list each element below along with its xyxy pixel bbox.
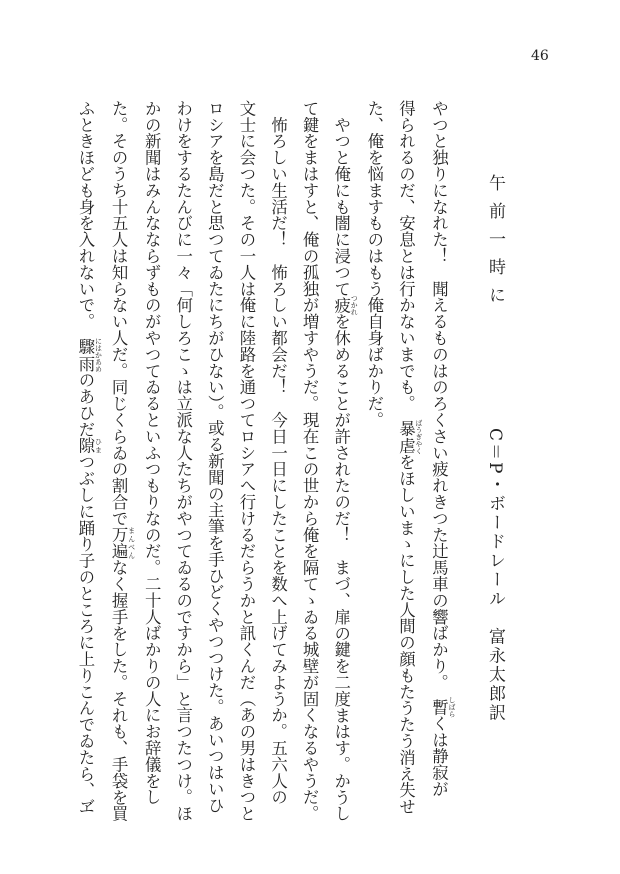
text-segment: のあひだ: [75, 371, 95, 438]
text-segment: た、俺を悩ますものはもう俺自身ばかりだ。: [364, 100, 384, 428]
ruby-annotation: 万遍 まんべん: [109, 526, 136, 560]
text-segment: つぶしに踊り子のところに上りこんでゐたら、ヹ: [75, 453, 95, 815]
text-segment: 得られるのだ、安息とは行かないまでも。: [396, 100, 416, 420]
text-segment: かの新聞はみんなならずものがやつてゐるといふつもりなのだ。二十人ばかりの人にお辞儀をし: [142, 100, 162, 806]
text-segment: をほしいまゝにした人間の顔もたうたう消え失せ: [396, 453, 416, 815]
text-segment: て鍵をまはすと、俺の孤独が増すやうだ。現在この世から俺を隔てゝゐる城壁が固くなるやうだ。: [300, 100, 320, 822]
body-text: [69, 100, 456, 820]
ruby-annotation: 暫 しばら: [429, 696, 456, 718]
ruby-annotation: 疲 つかれ: [331, 294, 359, 316]
text-line: [69, 100, 102, 820]
text-line: [423, 100, 456, 820]
text-segment: ロシアを島だと思つてゐたにちがひない）。或る新聞の主筆を手ひどくやつつけた。あいつはいひ: [205, 100, 225, 814]
text-line: [390, 100, 423, 820]
ruby-annotation: 驟雨 にはかあめ: [75, 337, 103, 373]
text-segment: 怖ろしい生活だ！ 怖ろしい都会だ！ 今日一日にしたことを数へ上げてみようか。五六人の: [268, 100, 288, 806]
text-segment: ふときほども身を入れないで。: [75, 100, 95, 338]
text-line: [325, 100, 358, 820]
text-segment: やつと独りになれた！ 聞えるものはのろくさい疲れきつた辻馬車の響ばかり。: [429, 100, 449, 699]
text-segment: わけをするたんびに一々「何しろこゝは立派な人たちがやつてゐるのですから」と言つたつけ。ほ: [173, 100, 193, 822]
author-credit: C＝P・ボードレール 富永太郎訳: [485, 428, 505, 723]
page-number: 46: [531, 48, 549, 64]
text-segment: を休めることが許されたのだ！ まづ、扉の鍵を二度まはす。かうし: [331, 313, 351, 822]
text-line: [136, 100, 168, 820]
text-line: [358, 100, 390, 820]
text-line: [294, 100, 326, 820]
text-segment: くは静寂が: [429, 715, 449, 798]
text-line: [199, 100, 231, 820]
ruby-annotation: 隙 ひま: [75, 437, 103, 454]
text-segment: なく握手をした。それも、手袋を買: [109, 559, 129, 822]
text-segment: 文士に会つた。その一人は俺に陸路を通つてロシアへ行けるだらうかと訊くんだ（あの男はきつと: [236, 100, 256, 822]
text-line: [167, 100, 199, 820]
ruby-annotation: 暴虐 ばうぎやく: [396, 419, 423, 455]
text-segment: やつと俺にも闇に浸つて: [331, 100, 351, 297]
page-title: 午前一時に: [485, 174, 505, 314]
text-line: [102, 100, 135, 820]
text-line: [230, 100, 262, 820]
text-segment: た。そのうち十五人は知らない人だ。同じくらゐの割合で: [109, 100, 129, 527]
text-line: [262, 100, 294, 820]
